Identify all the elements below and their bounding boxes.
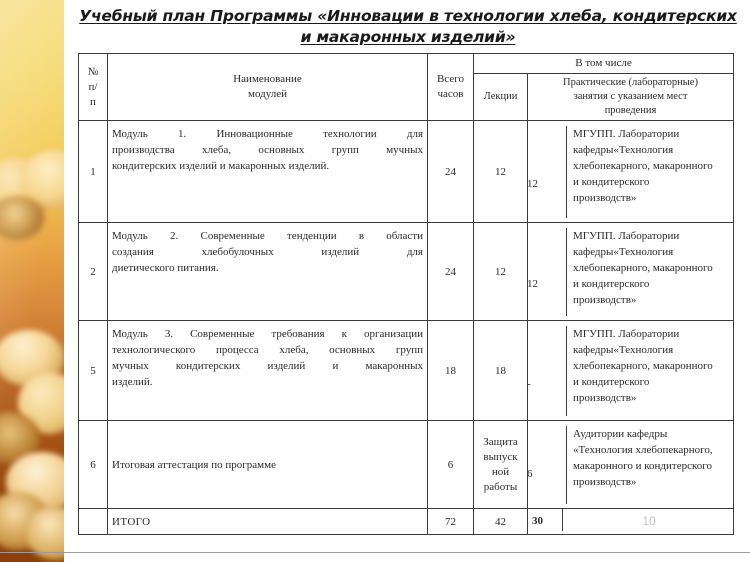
place-line: производств»	[573, 476, 637, 488]
totals-label: ИТОГО	[108, 509, 428, 535]
column-header-number-line-3: п	[90, 95, 96, 108]
photo-sheen-overlay	[0, 0, 64, 562]
totals-spacer	[79, 509, 108, 535]
lecture-line: работы	[483, 480, 518, 493]
column-header-number-line-1: №	[87, 65, 99, 78]
column-header-number-line-2: п/	[88, 80, 98, 93]
module-line: мучных кондитерских изделий и макаронных	[112, 360, 423, 372]
table-header-row-1	[79, 54, 734, 74]
module-line: диетического питания.	[112, 262, 219, 274]
row-practical-cell	[528, 121, 734, 223]
totals-practical-cell	[528, 509, 734, 535]
row-practical-place	[566, 126, 729, 218]
table-body	[79, 121, 734, 535]
place-line: производств»	[573, 192, 637, 204]
bakery-photo-strip	[0, 0, 64, 562]
place-line: МГУПП. Лаборатории	[573, 230, 680, 242]
row-practical-cell	[528, 321, 734, 421]
row-module-name	[108, 121, 428, 223]
row-practical-cell	[528, 421, 734, 509]
slide-number-cell	[562, 509, 733, 531]
column-header-total-hours-line-2: часов	[437, 88, 464, 100]
row-number: 2	[79, 223, 108, 321]
place-line: хлебопекарного, макаронного	[573, 360, 713, 372]
row-total-hours: 24	[428, 223, 474, 321]
row-practical-place	[566, 426, 729, 504]
row-practical-hours: -	[527, 378, 531, 390]
module-line: Модуль 1. Инновационные технологии для	[112, 128, 423, 140]
slide-number: 10	[642, 514, 656, 528]
table-header	[79, 54, 734, 121]
row-module-name	[108, 321, 428, 421]
place-line: «Технология хлебопекарного,	[573, 444, 713, 456]
row-practical-place	[566, 326, 729, 416]
module-line: Модуль 2. Современные тенденции в области	[112, 230, 423, 242]
bottom-divider	[0, 552, 750, 553]
place-line: кафедры«Технология	[573, 344, 674, 356]
lecture-line: ной	[491, 465, 510, 478]
column-header-module-name-line-2: модулей	[247, 88, 287, 100]
column-header-module-name-line-1: Наименование	[233, 73, 302, 85]
row-lecture-hours: 18	[474, 321, 528, 421]
page-title-line-1: Учебный план Программы «Инновации в технологии хлеба, кондитерских	[79, 7, 737, 25]
column-header-total-hours-line-1: Всего	[437, 73, 464, 85]
row-practical-place	[566, 228, 729, 316]
place-line: хлебопекарного, макаронного	[573, 262, 713, 274]
lecture-line: Защита	[483, 435, 518, 448]
column-header-practical	[528, 74, 734, 121]
row-practical-hours: 12	[527, 278, 538, 290]
place-line: кафедры«Технология	[573, 144, 674, 156]
column-header-module-name	[108, 54, 428, 121]
row-lecture-hours: 12	[474, 121, 528, 223]
table-row	[79, 421, 734, 509]
table-row	[79, 121, 734, 223]
lecture-line: выпуск	[483, 450, 518, 463]
place-line: и кондитерского	[573, 176, 650, 188]
module-line: создания хлебобулочных изделий для	[112, 246, 423, 258]
place-line: макаронного и кондитерского	[573, 460, 712, 472]
row-total-hours: 24	[428, 121, 474, 223]
column-header-practical-line-1: Практические (лабораторные)	[563, 77, 698, 88]
column-header-lectures: Лекции	[474, 74, 528, 121]
place-line: МГУПП. Лаборатории	[573, 128, 680, 140]
column-header-including: В том числе	[474, 54, 734, 74]
place-line: производств»	[573, 392, 637, 404]
column-header-total-hours	[428, 54, 474, 121]
place-line: Аудитории кафедры	[573, 428, 668, 440]
row-practical-hours: 12	[527, 178, 538, 190]
module-line: технологического процесса хлеба, основных групп	[112, 344, 423, 356]
row-lecture-hours	[474, 421, 528, 509]
place-line: производств»	[573, 294, 637, 306]
row-number: 1	[79, 121, 108, 223]
row-module-name: Итоговая аттестация по программе	[108, 421, 428, 509]
page-title	[78, 6, 738, 48]
curriculum-plan-table	[78, 53, 734, 535]
totals-practical-hours: 30	[532, 515, 543, 527]
row-number: 5	[79, 321, 108, 421]
row-total-hours: 18	[428, 321, 474, 421]
place-line: МГУПП. Лаборатории	[573, 328, 680, 340]
module-line: изделий.	[112, 376, 153, 388]
module-line: кондитерских изделий и макаронных изделий.	[112, 160, 330, 172]
column-header-practical-line-2: занятия с указанием мест	[573, 91, 688, 102]
place-line: и кондитерского	[573, 278, 650, 290]
column-header-practical-line-3: проведения	[604, 105, 657, 116]
place-line: кафедры«Технология	[573, 246, 674, 258]
table-row	[79, 223, 734, 321]
column-header-number	[79, 54, 108, 121]
table-row	[79, 321, 734, 421]
totals-total-hours: 72	[428, 509, 474, 535]
row-module-name	[108, 223, 428, 321]
row-total-hours: 6	[428, 421, 474, 509]
place-line: и кондитерского	[573, 376, 650, 388]
row-practical-cell	[528, 223, 734, 321]
page-title-line-2: и макаронных изделий»	[300, 28, 516, 46]
row-lecture-hours: 12	[474, 223, 528, 321]
table-totals-row	[79, 509, 734, 535]
totals-lecture-hours: 42	[474, 509, 528, 535]
module-line: производства хлеба, основных групп мучных	[112, 144, 423, 156]
row-number: 6	[79, 421, 108, 509]
row-practical-hours: 6	[527, 468, 533, 480]
module-line: Модуль 3. Современные требования к организации	[112, 328, 423, 340]
place-line: хлебопекарного, макаронного	[573, 160, 713, 172]
